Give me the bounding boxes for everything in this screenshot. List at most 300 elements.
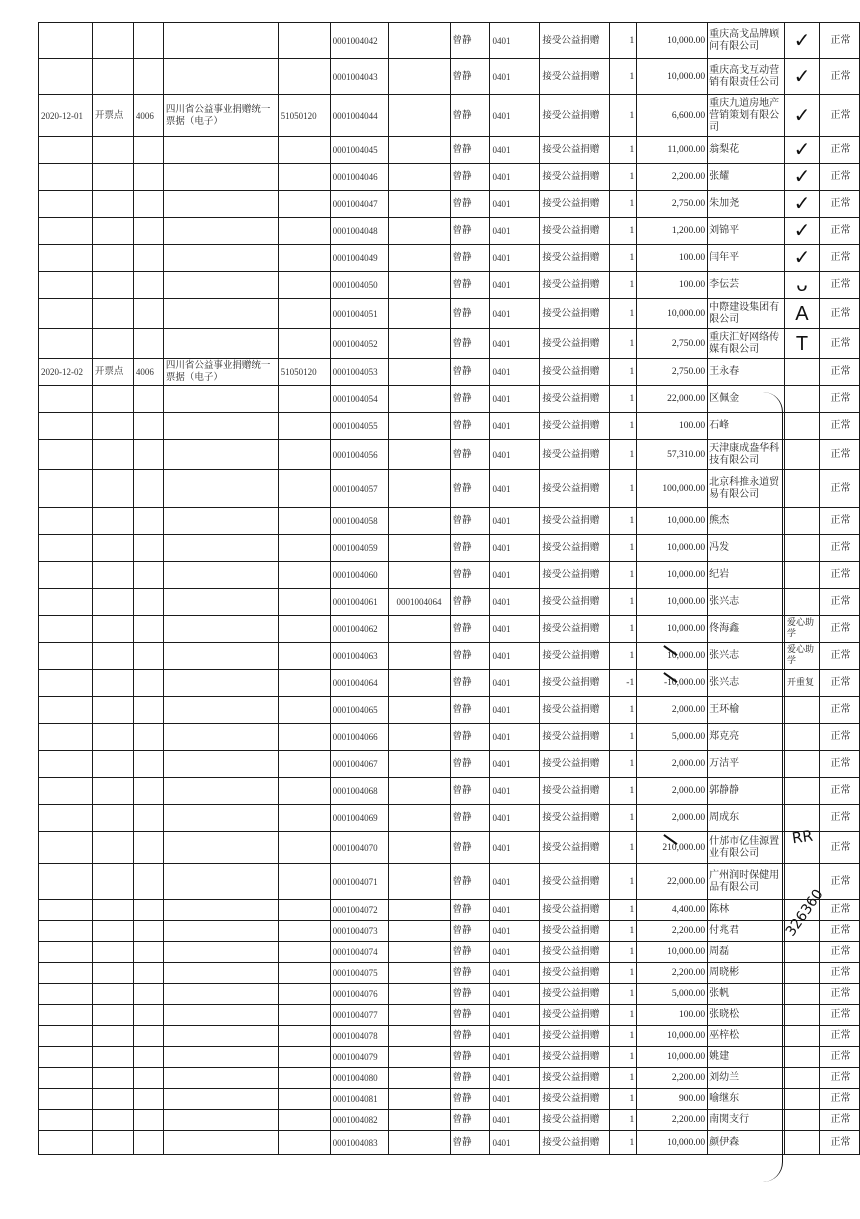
place-cell [92,59,133,95]
date-cell [39,697,93,724]
handler-cell: 曾静 [450,832,490,864]
point-code-cell [133,942,163,963]
status-cell: 正常 [819,413,859,440]
reference-number-cell [388,95,450,137]
table-row [39,751,860,778]
place-cell [92,805,133,832]
status-cell: 正常 [819,440,859,470]
reference-number-cell [388,272,450,299]
bill-code-cell [278,616,330,643]
place-cell [92,299,133,329]
quantity-cell: 1 [610,508,637,535]
handler-cell: 曾静 [450,272,490,299]
amount-cell: 4,400.00 [637,900,708,921]
bill-code-cell [278,751,330,778]
payer-name-cell: 郭静静 [708,778,785,805]
payer-name-cell: 颜伊森 [708,1131,785,1155]
amount-cell: 2,200.00 [637,921,708,942]
bill-number-cell: 0001004052 [330,329,388,359]
quantity-cell: 1 [610,832,637,864]
place-cell [92,778,133,805]
reference-number-cell: 0001004064 [388,589,450,616]
reference-number-cell [388,413,450,440]
bill-number-cell: 0001004066 [330,724,388,751]
item-code-cell: 0401 [490,900,540,921]
bill-code-cell [278,191,330,218]
bill-number-cell: 0001004048 [330,218,388,245]
date-cell [39,535,93,562]
reference-number-cell [388,1047,450,1068]
status-cell: 正常 [819,670,859,697]
date-cell [39,670,93,697]
amount-cell: 2,750.00 [637,191,708,218]
bill-number-cell: 0001004045 [330,137,388,164]
table-row [39,272,860,299]
place-cell [92,470,133,508]
date-cell [39,413,93,440]
bill-code-cell [278,921,330,942]
point-code-cell [133,508,163,535]
quantity-cell: 1 [610,1005,637,1026]
point-code-cell [133,805,163,832]
bill-type-cell: 四川省公益事业捐赠统一票据（电子） [163,95,278,137]
payer-name-cell: 重庆汇好网络传媒有限公司 [708,329,785,359]
reference-number-cell [388,329,450,359]
check-mark [784,562,819,589]
amount-cell: 2,200.00 [637,1068,708,1089]
amount-cell: 10,000.00 [637,59,708,95]
remark-cell: 爱心助学 [784,616,819,643]
date-cell [39,942,93,963]
payer-name-cell: 佟海鑫 [708,616,785,643]
date-cell [39,329,93,359]
point-code-cell [133,245,163,272]
bill-number-cell: 0001004077 [330,1005,388,1026]
item-code-cell: 0401 [490,535,540,562]
bill-code-cell [278,1026,330,1047]
date-cell [39,218,93,245]
item-code-cell: 0401 [490,616,540,643]
check-mark [784,1026,819,1047]
quantity-cell: 1 [610,589,637,616]
item-name-cell: 接受公益捐赠 [540,299,610,329]
amount-cell: 2,200.00 [637,164,708,191]
quantity-cell: 1 [610,137,637,164]
place-cell [92,191,133,218]
remark-cell: 开重复 [784,670,819,697]
payer-name-cell: 王环榆 [708,697,785,724]
quantity-cell: 1 [610,299,637,329]
bill-type-cell [163,470,278,508]
place-cell [92,1005,133,1026]
bill-code-cell [278,386,330,413]
point-code-cell [133,670,163,697]
item-name-cell: 接受公益捐赠 [540,535,610,562]
table-row [39,164,860,191]
item-code-cell: 0401 [490,272,540,299]
date-cell [39,23,93,59]
date-cell [39,1026,93,1047]
ledger-body [39,23,860,1155]
bill-type-cell [163,589,278,616]
check-mark [784,1005,819,1026]
payer-name-cell: 翁梨花 [708,137,785,164]
item-name-cell: 接受公益捐赠 [540,562,610,589]
bill-code-cell [278,984,330,1005]
bill-type-cell [163,832,278,864]
reference-number-cell [388,864,450,900]
bill-type-cell [163,1026,278,1047]
quantity-cell: 1 [610,616,637,643]
bill-code-cell [278,299,330,329]
place-cell [92,1068,133,1089]
bill-code-cell [278,440,330,470]
place-cell [92,900,133,921]
check-mark: ✓ [784,164,819,191]
reference-number-cell [388,508,450,535]
date-cell [39,1089,93,1110]
date-cell [39,191,93,218]
status-cell: 正常 [819,864,859,900]
bill-type-cell [163,191,278,218]
item-name-cell: 接受公益捐赠 [540,137,610,164]
item-name-cell: 接受公益捐赠 [540,751,610,778]
bill-type-cell [163,1068,278,1089]
quantity-cell: 1 [610,942,637,963]
check-mark [784,440,819,470]
amount-cell: 100.00 [637,413,708,440]
quantity-cell: 1 [610,751,637,778]
status-cell: 正常 [819,697,859,724]
point-code-cell [133,1131,163,1155]
item-code-cell: 0401 [490,1047,540,1068]
bill-type-cell [163,643,278,670]
payer-name-cell: 闫年平 [708,245,785,272]
item-code-cell: 0401 [490,1005,540,1026]
handler-cell: 曾静 [450,359,490,386]
quantity-cell: 1 [610,921,637,942]
quantity-cell: 1 [610,470,637,508]
date-cell [39,589,93,616]
place-cell [92,137,133,164]
check-mark [784,589,819,616]
table-row [39,508,860,535]
handler-cell: 曾静 [450,59,490,95]
handler-cell: 曾静 [450,386,490,413]
point-code-cell [133,329,163,359]
amount-cell: 100.00 [637,272,708,299]
bill-type-cell [163,1110,278,1131]
item-name-cell: 接受公益捐赠 [540,1068,610,1089]
bill-type-cell [163,942,278,963]
place-cell [92,329,133,359]
status-cell: 正常 [819,272,859,299]
bill-type-cell [163,984,278,1005]
bill-number-cell: 0001004061 [330,589,388,616]
point-code-cell [133,751,163,778]
item-code-cell: 0401 [490,963,540,984]
payer-name-cell: 李伝芸 [708,272,785,299]
payer-name-cell: 张帆 [708,984,785,1005]
quantity-cell: 1 [610,1068,637,1089]
status-cell: 正常 [819,643,859,670]
status-cell: 正常 [819,1068,859,1089]
status-cell: 正常 [819,23,859,59]
amount-cell: 210,000.00 [637,832,708,864]
item-code-cell: 0401 [490,643,540,670]
handler-cell: 曾静 [450,562,490,589]
payer-name-cell: 周磊 [708,942,785,963]
bill-code-cell [278,562,330,589]
quantity-cell: 1 [610,1089,637,1110]
handwritten-bracket [760,392,783,1182]
item-code-cell: 0401 [490,95,540,137]
remark-cell: 爱心助学 [784,643,819,670]
handler-cell: 曾静 [450,245,490,272]
handler-cell: 曾静 [450,1005,490,1026]
handler-cell: 曾静 [450,508,490,535]
point-code-cell [133,440,163,470]
bill-code-cell [278,643,330,670]
reference-number-cell [388,1131,450,1155]
handler-cell: 曾静 [450,1089,490,1110]
status-cell: 正常 [819,724,859,751]
bill-code-cell: 51050120 [278,95,330,137]
bill-type-cell [163,1047,278,1068]
bill-code-cell [278,963,330,984]
point-code-cell [133,1089,163,1110]
payer-name-cell: 郑克亮 [708,724,785,751]
handler-cell: 曾静 [450,329,490,359]
status-cell: 正常 [819,470,859,508]
handler-cell: 曾静 [450,164,490,191]
bill-number-cell: 0001004080 [330,1068,388,1089]
amount-cell: 2,200.00 [637,1110,708,1131]
place-cell [92,508,133,535]
place-cell [92,1047,133,1068]
reference-number-cell [388,299,450,329]
date-cell [39,470,93,508]
item-code-cell: 0401 [490,508,540,535]
bill-type-cell [163,299,278,329]
table-row [39,299,860,329]
amount-cell: 22,000.00 [637,386,708,413]
check-mark [784,386,819,413]
item-code-cell: 0401 [490,218,540,245]
check-mark [784,1110,819,1131]
item-code-cell: 0401 [490,164,540,191]
amount-cell: 10,000.00 [637,23,708,59]
place-cell [92,1026,133,1047]
place-cell [92,697,133,724]
check-mark: ✓ [784,218,819,245]
handler-cell: 曾静 [450,900,490,921]
handler-cell: 曾静 [450,942,490,963]
table-row [39,329,860,359]
status-cell: 正常 [819,299,859,329]
amount-cell: 2,200.00 [637,963,708,984]
point-code-cell: 4006 [133,359,163,386]
reference-number-cell [388,440,450,470]
item-name-cell: 接受公益捐赠 [540,95,610,137]
bill-number-cell: 0001004060 [330,562,388,589]
item-code-cell: 0401 [490,137,540,164]
table-row [39,1110,860,1131]
date-cell [39,137,93,164]
place-cell [92,562,133,589]
handler-cell: 曾静 [450,191,490,218]
reference-number-cell [388,805,450,832]
table-row [39,942,860,963]
bill-code-cell [278,137,330,164]
item-name-cell: 接受公益捐赠 [540,900,610,921]
item-code-cell: 0401 [490,386,540,413]
bill-type-cell [163,864,278,900]
reference-number-cell [388,900,450,921]
bill-type-cell: 四川省公益事业捐赠统一票据（电子） [163,359,278,386]
status-cell: 正常 [819,137,859,164]
item-name-cell: 接受公益捐赠 [540,59,610,95]
quantity-cell: 1 [610,697,637,724]
payer-name-cell: 冯发 [708,535,785,562]
handler-cell: 曾静 [450,1068,490,1089]
quantity-cell: 1 [610,1026,637,1047]
bill-code-cell [278,218,330,245]
reference-number-cell [388,245,450,272]
item-code-cell: 0401 [490,1026,540,1047]
date-cell [39,1047,93,1068]
point-code-cell [133,1005,163,1026]
item-name-cell: 接受公益捐赠 [540,272,610,299]
place-cell [92,921,133,942]
bill-code-cell [278,470,330,508]
item-code-cell: 0401 [490,805,540,832]
bill-number-cell: 0001004055 [330,413,388,440]
item-code-cell: 0401 [490,589,540,616]
bill-code-cell [278,1131,330,1155]
point-code-cell [133,921,163,942]
amount-cell: 10,000.00 [637,562,708,589]
payer-name-cell: 南関支行 [708,1110,785,1131]
quantity-cell: 1 [610,724,637,751]
date-cell: 2020-12-01 [39,95,93,137]
date-cell [39,1005,93,1026]
bill-number-cell: 0001004083 [330,1131,388,1155]
date-cell [39,1131,93,1155]
item-code-cell: 0401 [490,697,540,724]
payer-name-cell: 喻继东 [708,1089,785,1110]
point-code-cell [133,23,163,59]
bill-code-cell [278,589,330,616]
amount-cell: 2,000.00 [637,778,708,805]
date-cell [39,164,93,191]
item-code-cell: 0401 [490,984,540,1005]
ledger-table [38,22,860,1155]
bill-type-cell [163,805,278,832]
status-cell: 正常 [819,508,859,535]
bill-number-cell: 0001004078 [330,1026,388,1047]
item-name-cell: 接受公益捐赠 [540,470,610,508]
item-name-cell: 接受公益捐赠 [540,359,610,386]
handler-cell: 曾静 [450,643,490,670]
quantity-cell: 1 [610,245,637,272]
check-mark [784,1089,819,1110]
amount-cell: 100.00 [637,1005,708,1026]
place-cell: 开票点 [92,95,133,137]
amount-cell: 10,000.00 [637,1131,708,1155]
payer-name-cell: 什邡市亿佳源置业有限公司 [708,832,785,864]
date-cell [39,245,93,272]
table-row [39,921,860,942]
bill-code-cell [278,164,330,191]
item-code-cell: 0401 [490,1110,540,1131]
amount-cell: 2,000.00 [637,751,708,778]
bill-code-cell [278,724,330,751]
bill-type-cell [163,900,278,921]
item-name-cell: 接受公益捐赠 [540,670,610,697]
item-name-cell: 接受公益捐赠 [540,984,610,1005]
handler-cell: 曾静 [450,751,490,778]
bill-type-cell [163,245,278,272]
amount-cell: 10,000.00 [637,508,708,535]
date-cell [39,864,93,900]
quantity-cell: 1 [610,164,637,191]
item-name-cell: 接受公益捐赠 [540,778,610,805]
quantity-cell: 1 [610,413,637,440]
place-cell [92,724,133,751]
payer-name-cell: 张耀 [708,164,785,191]
item-code-cell: 0401 [490,778,540,805]
item-name-cell: 接受公益捐赠 [540,218,610,245]
table-row [39,864,860,900]
handler-cell: 曾静 [450,616,490,643]
bill-type-cell [163,963,278,984]
point-code-cell [133,272,163,299]
table-row [39,1131,860,1155]
item-name-cell: 接受公益捐赠 [540,1047,610,1068]
point-code-cell [133,413,163,440]
payer-name-cell: 刘锦平 [708,218,785,245]
bill-number-cell: 0001004059 [330,535,388,562]
item-code-cell: 0401 [490,1131,540,1155]
payer-name-cell: 中際建设集团有限公司 [708,299,785,329]
reference-number-cell [388,137,450,164]
bill-code-cell [278,59,330,95]
bill-code-cell [278,1005,330,1026]
quantity-cell: 1 [610,805,637,832]
quantity-cell: 1 [610,535,637,562]
check-mark [784,724,819,751]
bill-type-cell [163,329,278,359]
table-row [39,137,860,164]
quantity-cell: 1 [610,984,637,1005]
place-cell [92,535,133,562]
quantity-cell: 1 [610,218,637,245]
amount-cell: 2,000.00 [637,805,708,832]
status-cell: 正常 [819,386,859,413]
bill-number-cell: 0001004047 [330,191,388,218]
bill-number-cell: 0001004044 [330,95,388,137]
status-cell: 正常 [819,1110,859,1131]
status-cell: 正常 [819,1026,859,1047]
reference-number-cell [388,1026,450,1047]
place-cell [92,643,133,670]
table-row [39,963,860,984]
reference-number-cell [388,724,450,751]
check-mark [784,1068,819,1089]
bill-type-cell [163,616,278,643]
bill-code-cell [278,245,330,272]
